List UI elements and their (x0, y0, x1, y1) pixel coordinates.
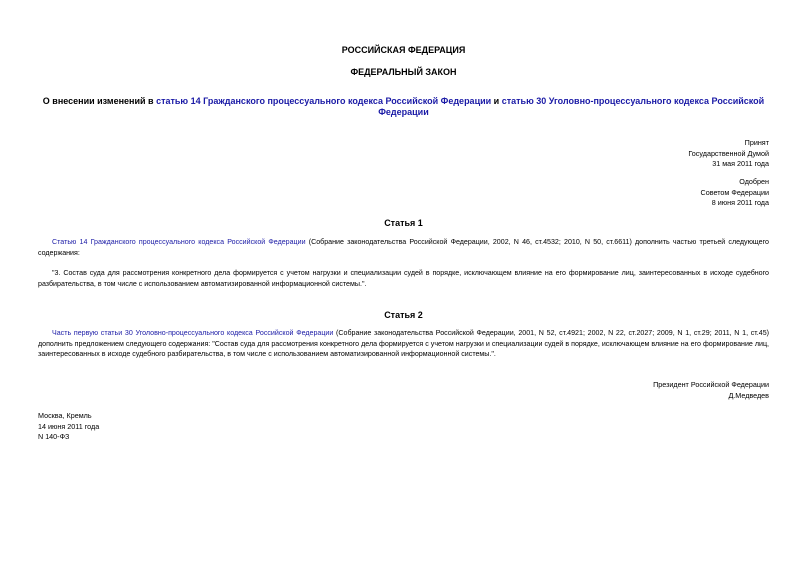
title-mid: и (491, 96, 502, 106)
article1-paragraph (38, 237, 769, 258)
document-page (38, 0, 769, 571)
title-link-civil-code[interactable]: статью 14 Гражданского процессуального кодекса Российской Федерации (156, 96, 492, 106)
approved-block (701, 177, 769, 209)
doc-type-heading: ФЕДЕРАЛЬНЫЙ ЗАКОН (350, 67, 457, 77)
article2-heading: Статья 2 (384, 310, 423, 320)
footer-block (38, 411, 99, 443)
article1-quote: "3. Состав суда для рассмотрения конкретного дела формируется с учетом нагрузки и специализации судей в порядке, исключающем влияние на его формирование лиц, заинтересованных в исходе судебного разбирательства, в том числе с использованием автоматизированной информационной системы.". (38, 269, 769, 288)
title-link-criminal-code[interactable]: статью 30 Уголовно-процессуального кодекса Российской Федерации (378, 96, 765, 117)
title-prefix: О внесении изменений в (42, 96, 157, 106)
adopted-line1: Принят (744, 138, 769, 147)
footer-number: N 140-ФЗ (38, 432, 70, 441)
signature-block (653, 380, 769, 401)
country-heading: РОССИЙСКАЯ ФЕДЕРАЦИЯ (341, 45, 466, 55)
footer-date: 14 июня 2011 года (38, 421, 100, 431)
law-title (38, 96, 769, 118)
adopted-line3: 31 мая 2011 года (712, 159, 769, 168)
signature-name: Д.Медведев (728, 390, 769, 400)
adopted-block (688, 138, 769, 170)
article2-paragraph (38, 328, 769, 360)
footer-place: Москва, Кремль (38, 411, 92, 420)
article1-heading: Статья 1 (384, 218, 423, 228)
approved-line1: Одобрен (739, 177, 769, 186)
approved-line2: Советом Федерации (700, 187, 769, 197)
article1-link[interactable]: Статью 14 Гражданского процессуального кодекса Российской Федерации (52, 238, 306, 246)
adopted-line2: Государственной Думой (688, 148, 769, 158)
article2-text: (Собрание законодательства Российской Федерации, 2001, N 52, ст.4921; 2002, N 22, ст.2027; 2009, N 1, ст.29; 2011, N 1, ст.45) дополнить предложением следующего содержания: "Состав суда для рассмотрения конкретного дела формируется с учетом нагрузки и специализации судей в порядке, исключающем влияние на его формирование лиц, заинтересованных в исходе судебного разбирательства, в том числе с использованием автоматизированной информационной системы.". (38, 329, 769, 358)
signature-title: Президент Российской Федерации (653, 380, 769, 389)
article2-link[interactable]: Часть первую статьи 30 Уголовно-процессуального кодекса Российской Федерации (52, 329, 334, 337)
approved-line3: 8 июня 2011 года (711, 198, 769, 207)
article1-text: (Собрание законодательства Российской Федерации, 2002, N 46, ст.4532; 2010, N 50, ст.6611) дополнить частью третьей следующего содержания: (38, 238, 769, 257)
